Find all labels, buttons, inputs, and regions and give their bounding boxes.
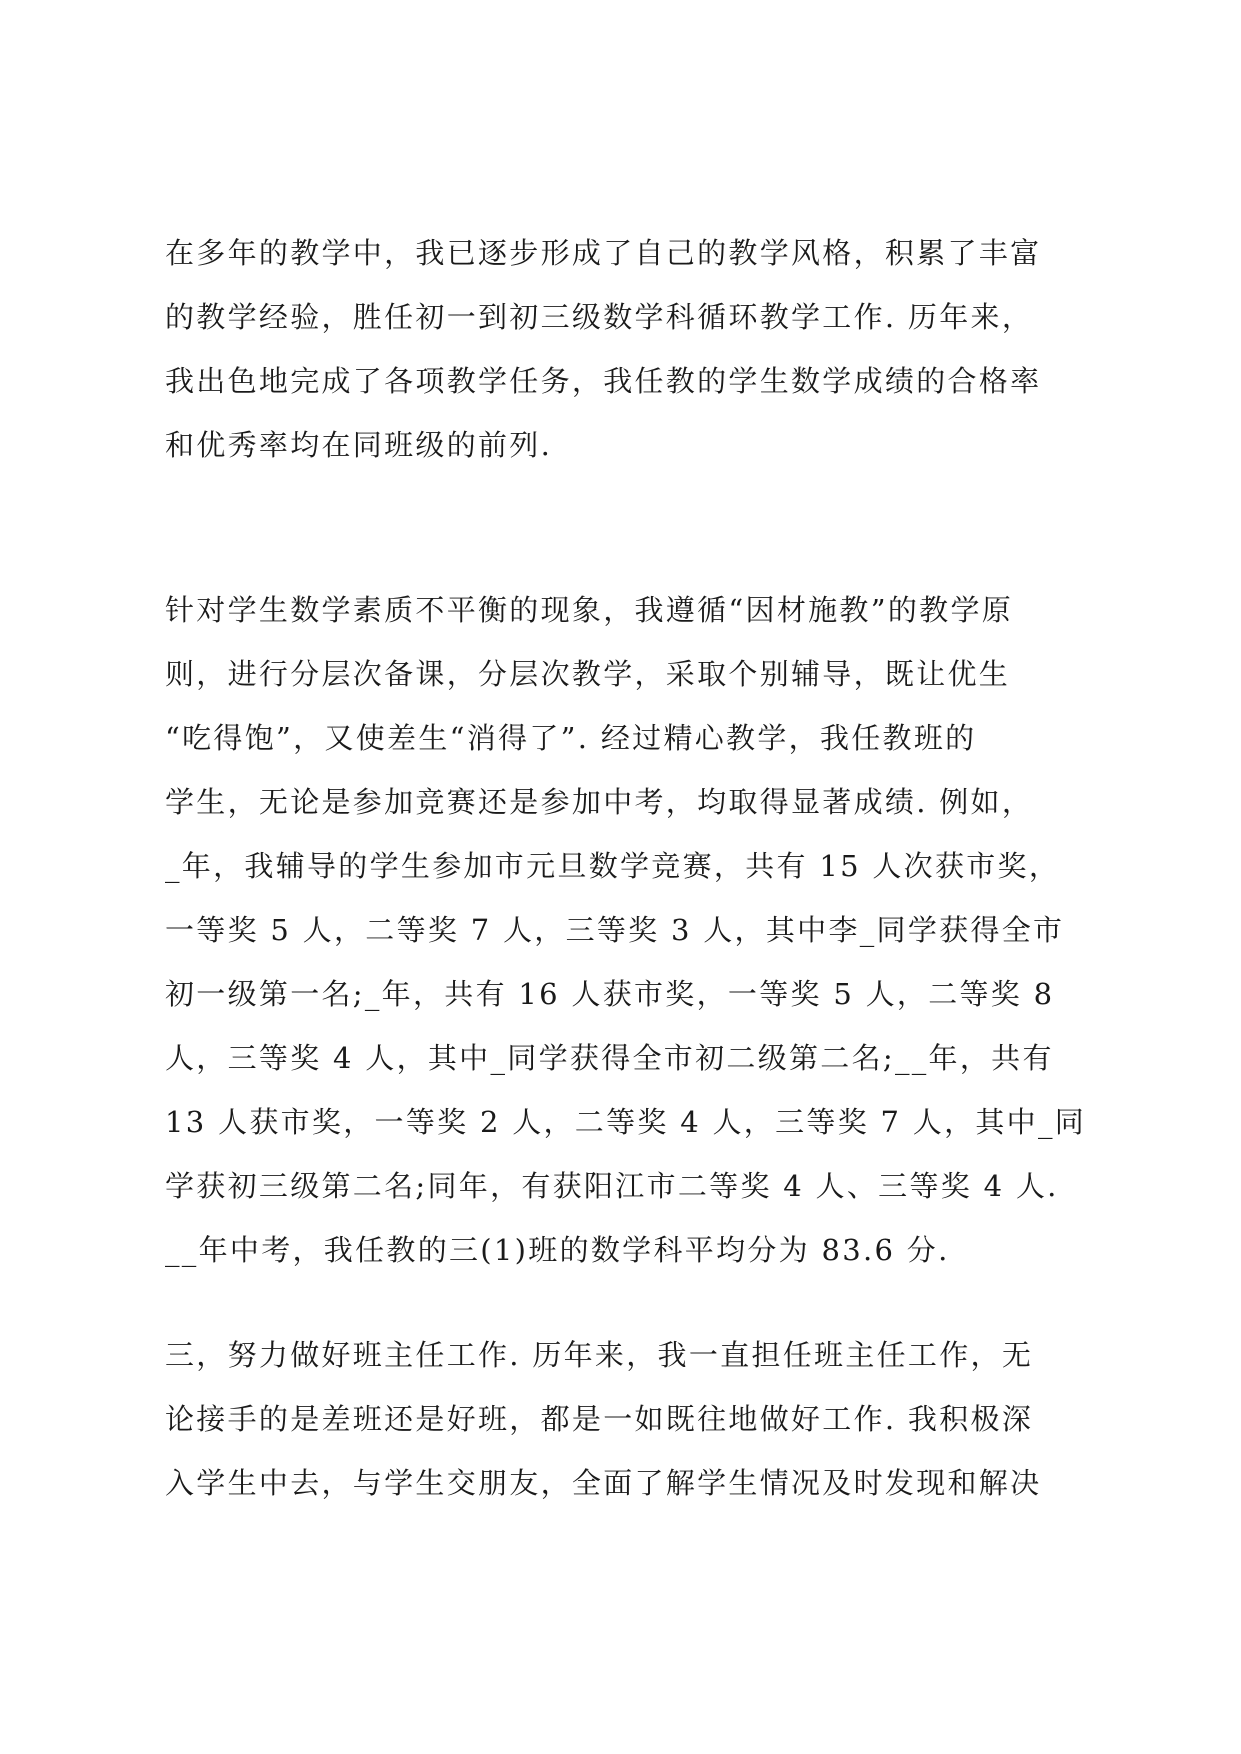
- text-line: 针对学生数学素质不平衡的现象，我遵循“因材施教”的教学原: [165, 593, 1014, 627]
- text-line: 13 人获市奖，一等奖 2 人，二等奖 4 人，三等奖 7 人，其中_同: [165, 1105, 1087, 1139]
- text-line: 和优秀率均在同班级的前列.: [165, 428, 553, 462]
- paragraph-class-teacher-work: [165, 1323, 1097, 1515]
- text-line: 入学生中去，与学生交朋友，全面了解学生情况及时发现和解决: [165, 1466, 1042, 1500]
- text-line: 初一级第一名;_年，共有 16 人获市奖，一等奖 5 人，二等奖 8: [165, 977, 1055, 1011]
- text-line: 我出色地完成了各项教学任务，我任教的学生数学成绩的合格率: [165, 364, 1042, 398]
- paragraph-competition-results: [165, 578, 1097, 1282]
- text-line: _年，我辅导的学生参加市元旦数学竞赛，共有 15 人次获市奖，: [165, 849, 1061, 883]
- text-line: 学生，无论是参加竞赛还是参加中考，均取得显著成绩. 例如，: [165, 785, 1034, 819]
- text-line: 论接手的是差班还是好班，都是一如既往地做好工作. 我积极深: [165, 1402, 1034, 1436]
- text-line: 在多年的教学中，我已逐步形成了自己的教学风格，积累了丰富: [165, 236, 1042, 270]
- text-line: 学获初三级第二名;同年，有获阳江市二等奖 4 人、三等奖 4 人.: [165, 1169, 1059, 1203]
- paragraph-teaching-style: [165, 221, 1097, 477]
- text-line: __年中考，我任教的三(1)班的数学科平均分为 83.6 分.: [165, 1233, 950, 1267]
- text-line: 三，努力做好班主任工作. 历年来，我一直担任班主任工作，无: [165, 1338, 1034, 1372]
- text-line: “吃得饱”，又使差生“消得了”. 经过精心教学，我任教班的: [165, 721, 977, 755]
- text-line: 人，三等奖 4 人，其中_同学获得全市初二级第二名;__年，共有: [165, 1041, 1054, 1075]
- text-line: 则，进行分层次备课，分层次教学，采取个别辅导，既让优生: [165, 657, 1011, 691]
- text-line: 的教学经验，胜任初一到初三级数学科循环教学工作. 历年来，: [165, 300, 1034, 334]
- text-line: 一等奖 5 人，二等奖 7 人，三等奖 3 人，其中李_同学获得全市: [165, 913, 1065, 947]
